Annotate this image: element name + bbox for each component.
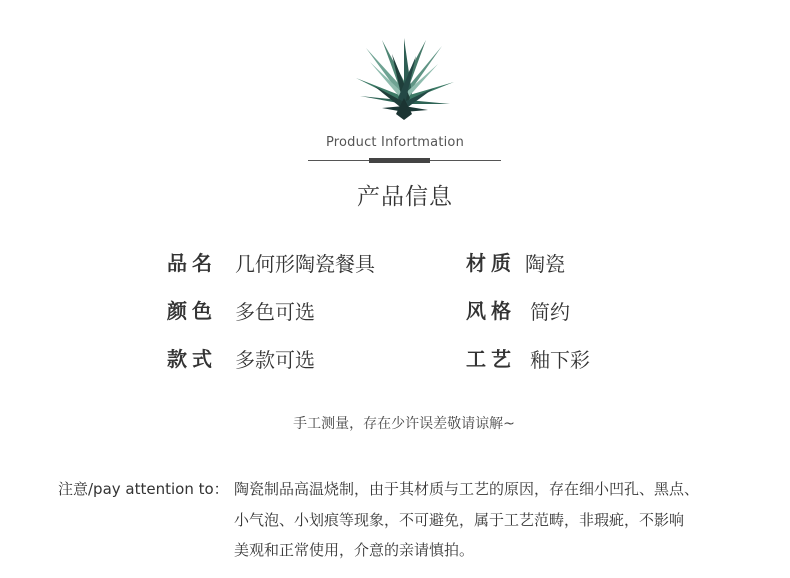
spec-label-style: 风格	[466, 299, 516, 323]
spec-value-style: 简约	[530, 300, 570, 324]
spec-value-color: 多色可选	[235, 300, 315, 324]
spec-label-craft: 工艺	[466, 347, 516, 371]
spec-label-color: 颜色	[167, 299, 217, 323]
divider-accent	[369, 158, 430, 163]
notice-line: 小气泡、小划痕等现象，不可避免，属于工艺范畴，非瑕疵，不影响	[234, 511, 685, 529]
spec-label-material: 材质	[466, 251, 516, 275]
spec-value-model: 多款可选	[235, 348, 315, 372]
spec-value-craft: 釉下彩	[530, 348, 590, 372]
spec-label-model: 款式	[167, 347, 217, 371]
spec-value-name: 几何形陶瓷餐具	[235, 252, 375, 276]
spec-label-name: 品名	[167, 251, 217, 275]
measurement-note: 手工测量，存在少许误差敬请谅解~	[293, 416, 515, 432]
notice-line: 陶瓷制品高温烧制，由于其材质与工艺的原因，存在细小凹孔、黑点、	[234, 480, 700, 498]
spec-value-material: 陶瓷	[525, 252, 565, 276]
notice-line: 美观和正常使用，介意的亲请慎拍。	[234, 541, 475, 559]
section-subtitle: Product Infortmation	[325, 135, 465, 150]
notice-label: 注意/pay attention to：	[58, 480, 229, 498]
agave-plant-illustration	[352, 38, 456, 120]
section-title: 产品信息	[357, 184, 453, 210]
